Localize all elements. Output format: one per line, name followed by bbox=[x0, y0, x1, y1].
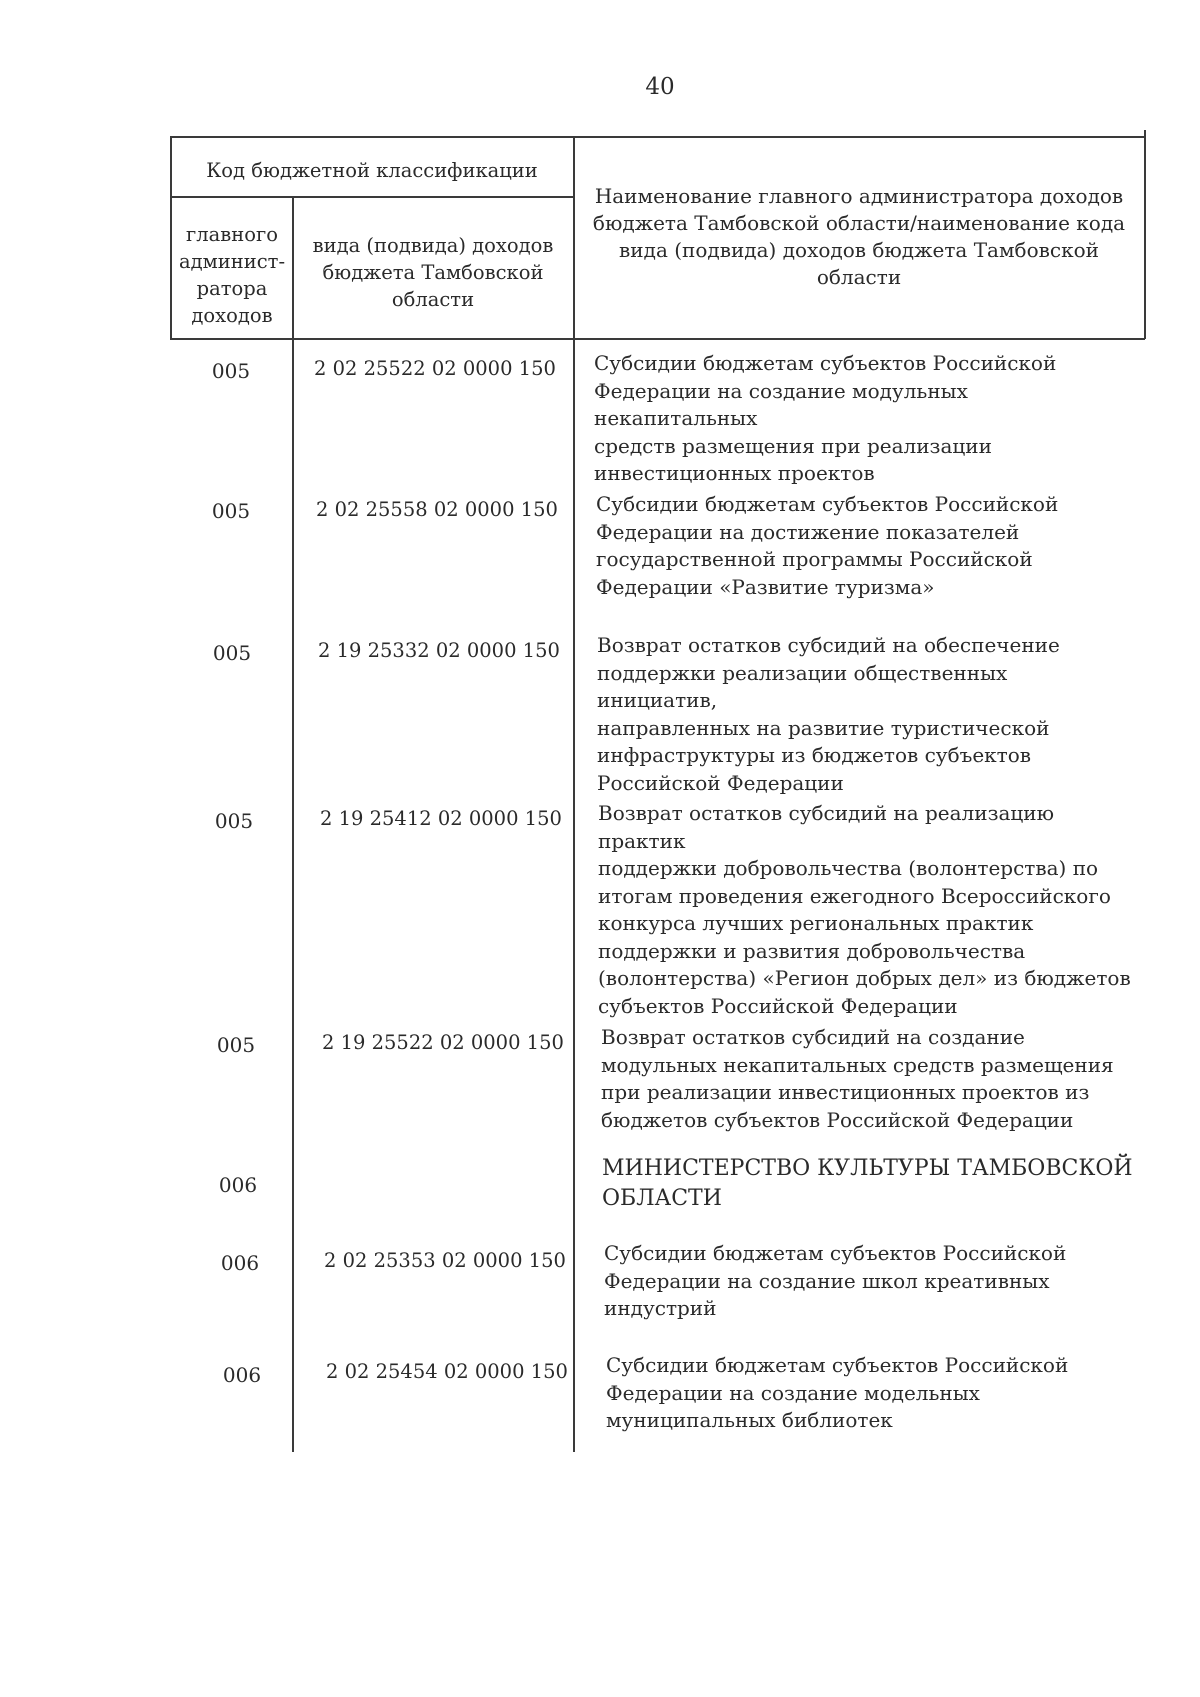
row-description: Субсидии бюджетам субъектов Российской Федерации на создание модельных муниципальных библиотек bbox=[606, 1353, 1069, 1432]
row-classification-code: 2 02 25558 02 0000 150 bbox=[316, 498, 558, 521]
classification-divider bbox=[170, 196, 573, 198]
header-code-column: вида (подвида) доходов бюджета Тамбовской области bbox=[312, 234, 554, 311]
header-bottom-border bbox=[170, 338, 1145, 340]
header-name-column: Наименование главного администратора доходов бюджета Тамбовской области/наименование кода вида (подвида) доходов бюджета Тамбовской области bbox=[592, 184, 1126, 289]
column-divider-code bbox=[573, 136, 575, 1452]
row-admin-code: 005 bbox=[212, 641, 252, 665]
row-classification-code: 2 19 25412 02 0000 150 bbox=[320, 807, 562, 830]
row-admin-code: 005 bbox=[211, 499, 251, 523]
row-admin-code: 005 bbox=[214, 809, 254, 833]
header-right-border bbox=[1144, 130, 1146, 339]
row-description: Возврат остатков субсидий на обеспечение поддержки реализации общественных инициатив, направленных на развитие туристической инфраструктуры из бюджетов субъектов Российской Федерации bbox=[597, 633, 1060, 795]
row-classification-code: 2 02 25522 02 0000 150 bbox=[314, 357, 556, 380]
page-number: 40 bbox=[645, 74, 675, 100]
header-admin-column: главного админист- ратора доходов bbox=[178, 223, 286, 327]
row-description: Возврат остатков субсидий на реализацию практик поддержки добровольчества (волонтерства) по итогам проведения ежегодного Всероссийского конкурса лучших региональных практик поддержки и развития добровольчества (волонтерства) «Регион добрых дел» из бюджетов субъектов Российской Федерации bbox=[598, 801, 1131, 1018]
row-classification-code: 2 02 25353 02 0000 150 bbox=[324, 1249, 566, 1272]
row-admin-code: 005 bbox=[211, 359, 251, 383]
row-admin-code: 006 bbox=[218, 1173, 258, 1197]
row-description: Субсидии бюджетам субъектов Российской Федерации на создание школ креативных индустрий bbox=[604, 1241, 1067, 1320]
row-description: Субсидии бюджетам субъектов Российской Федерации на создание модульных некапитальных средств размещения при реализации инвестиционных проектов bbox=[594, 351, 1057, 485]
header-classification: Код бюджетной классификации bbox=[206, 159, 538, 182]
header-top-border bbox=[170, 136, 1145, 138]
row-classification-code: 2 19 25522 02 0000 150 bbox=[322, 1031, 564, 1054]
row-classification-code: 2 02 25454 02 0000 150 bbox=[326, 1360, 568, 1383]
ministry-heading: МИНИСТЕРСТВО КУЛЬТУРЫ ТАМБОВСКОЙ ОБЛАСТИ bbox=[602, 1156, 1133, 1211]
row-admin-code: 006 bbox=[222, 1363, 262, 1387]
row-classification-code: 2 19 25332 02 0000 150 bbox=[318, 639, 560, 662]
row-description: Возврат остатков субсидий на создание модульных некапитальных средств размещения при реализации инвестиционных проектов из бюджетов субъектов Российской Федерации bbox=[601, 1025, 1114, 1132]
row-admin-code: 005 bbox=[216, 1033, 256, 1057]
row-admin-code: 006 bbox=[220, 1251, 260, 1275]
row-description: Субсидии бюджетам субъектов Российской Федерации на достижение показателей государственной программы Российской Федерации «Развитие туризма» bbox=[596, 492, 1059, 599]
